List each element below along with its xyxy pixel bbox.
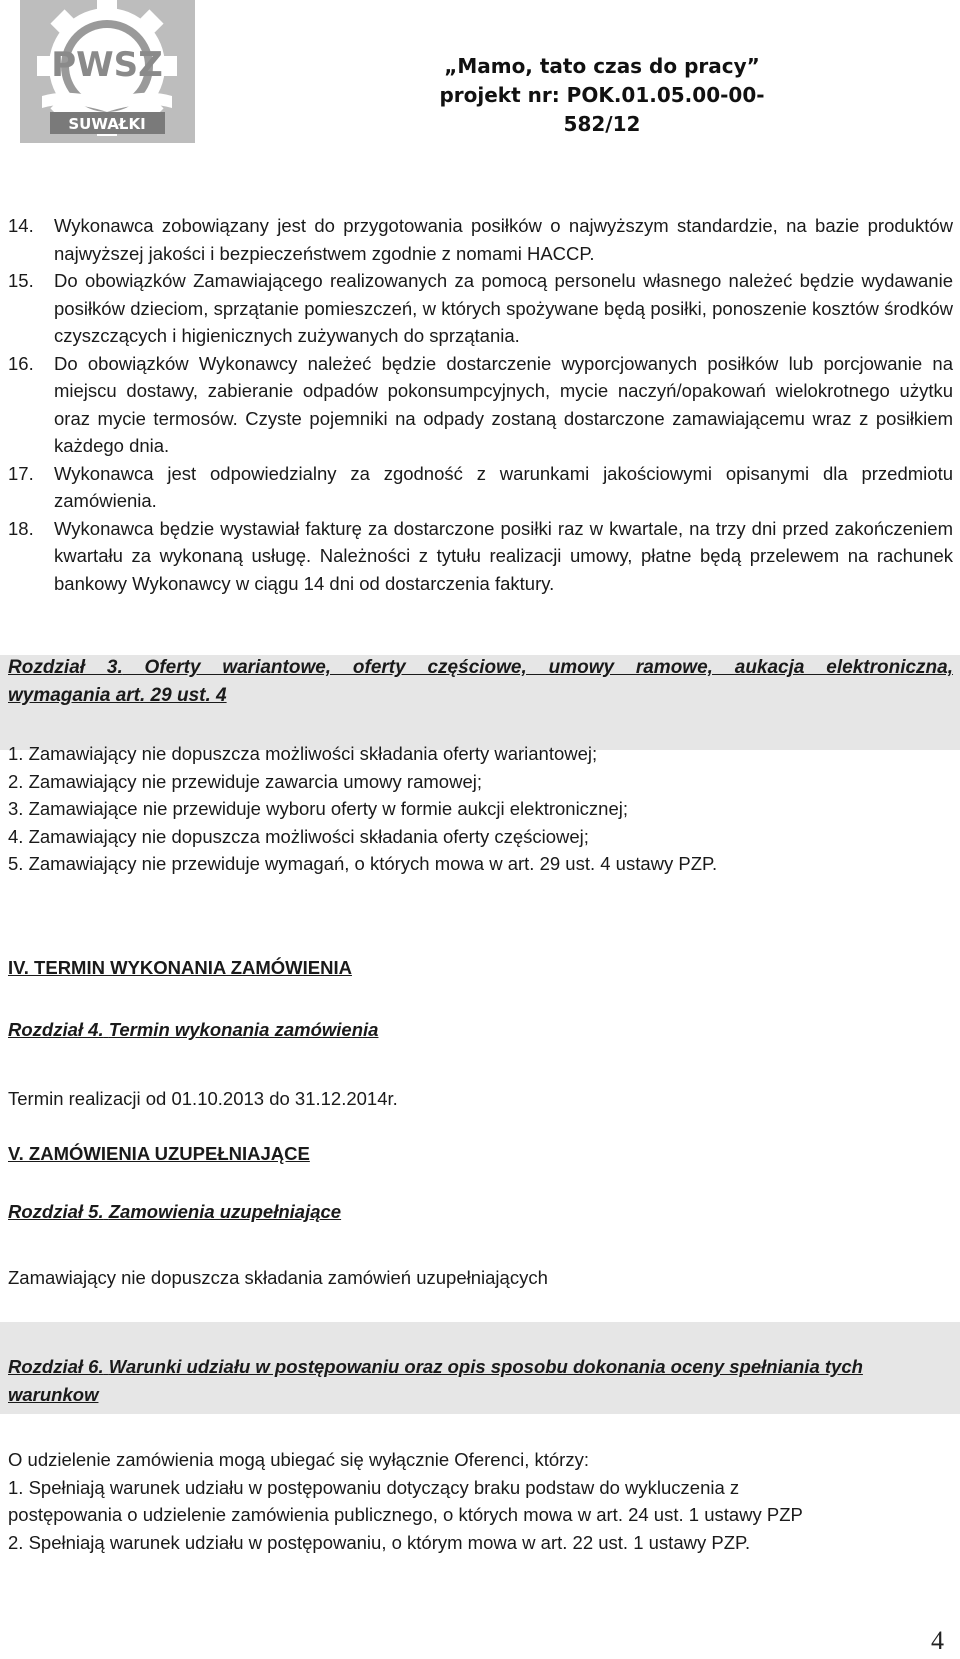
list-item: 4. Zamawiający nie dopuszcza możliwości składania oferty częściowej; [8, 825, 589, 847]
chapter-3-heading: Rozdział 3. Oferty wariantowe, oferty częściowe, umowy ramowe, aukacja elektroniczna, wymagania art. 29 ust. 4 [8, 657, 953, 706]
list-item: 16. Do obowiązków Wykonawcy należeć będzie dostarczenie wyporcjowanych posiłków lub porcjowanie na miejscu dostawy, zabieranie odpadów pokonsumpcyjnych, mycie naczyń/opakowań wielokrotnego użytku oraz mycie termosów. Czyste pojemniki na odpady zostaną dostarczone zamawiającemu wraz z posiłkiem każdego dnia. [8, 352, 953, 456]
list-item: 17. Wykonawca jest odpowiedzialny za zgodność z warunkami jakościowymi opisanymi dla przedmiotu zamówienia. [8, 462, 953, 511]
project-number: projekt nr: POK.01.05.00-00-582/12 [439, 83, 765, 136]
list-item: 15. Do obowiązków Zamawiającego realizowanych za pomocą personelu własnego należeć będzie wydawanie posiłków dzieciom, sprzątanie pomieszczeń, w których spożywane będą posiłki, ponoszenie kosztów środków czyszczących i higienicznych zużywanych do sprzątania. [8, 270, 953, 346]
chapter-6-heading: Rozdział 6. Warunki udziału w postępowaniu oraz opis sposobu dokonania oceny spełniania tych warunkow [8, 1356, 863, 1405]
section-v-heading: V. ZAMÓWIENIA UZUPEŁNIAJĄCE [8, 1143, 310, 1164]
chapter-3-list [8, 740, 953, 878]
section-iv-heading: IV. TERMIN WYKONANIA ZAMÓWIENIA [8, 957, 352, 978]
chapter-4-text: Termin realizacji od 01.10.2013 do 31.12.2014r. [8, 1088, 398, 1109]
logo-text: PWSZ [51, 45, 163, 85]
list-item: 14. Wykonawca zobowiązany jest do przygotowania posiłków o najwyższym standardzie, na bazie produktów najwyższej jakości i bezpieczeństwem zgodnie z nomami HACCP. [8, 215, 953, 264]
list-item: 18. Wykonawca będzie wystawiał fakturę za dostarczone posiłki raz w kwartale, na trzy dni przed zakończeniem kwartału za wykonaną usługę. Należności z tytułu realizacji umowy, płatne będą przelewem na rachunek bankowy Wykonawcy w ciągu 14 dni od dostarczenia faktury. [8, 517, 953, 594]
chapter-6-body: O udzielenie zamówienia mogą ubiegać się wyłącznie Oferenci, którzy: 1. Spełniają warunek udziału w postępowaniu dotyczący braku podstaw do wykluczenia z postępowania o udzielenie zamówienia publicznego, o których mowa w art. 24 ust. 1 ustawy PZP 2. Spełniają warunek udziału w postępowaniu, o którym mowa w art. 22 ust. 1 ustawy PZP. [8, 1446, 953, 1556]
list-item: 2. Zamawiający nie przewiduje zawarcia umowy ramowej; [8, 770, 482, 792]
chapter-4-heading: Rozdział 4. Termin wykonania zamówienia [8, 1019, 379, 1040]
chapter-5-heading: Rozdział 5. Zamowienia uzupełniające [8, 1201, 342, 1222]
list-item: 1. Spełniają warunek udziału w postępowaniu dotyczący braku podstaw do wykluczenia z [8, 1476, 740, 1498]
pwsz-logo [20, 0, 195, 143]
list-item: 1. Zamawiający nie dopuszcza możliwości składania oferty wariantowej; [8, 743, 598, 764]
list-item: 3. Zamawiające nie przewiduje wyboru oferty w formie aukcji elektronicznej; [8, 798, 629, 819]
project-title: „Mamo, tato czas do pracy” [444, 54, 760, 78]
logo-subtext: SUWAŁKI [68, 115, 146, 133]
chapter-5-text: Zamawiający nie dopuszcza składania zamówień uzupełniających [8, 1267, 548, 1288]
page-number: 4 [931, 1626, 944, 1655]
list-item: 5. Zamawiający nie przewiduje wymagań, o których mowa w art. 29 ust. 4 ustawy PZP. [8, 853, 718, 874]
project-header [402, 52, 802, 139]
obligations-list [8, 212, 953, 597]
list-item: 2. Spełniają warunek udziału w postępowaniu, o którym mowa w art. 22 ust. 1 ustawy PZP. [8, 1531, 751, 1553]
